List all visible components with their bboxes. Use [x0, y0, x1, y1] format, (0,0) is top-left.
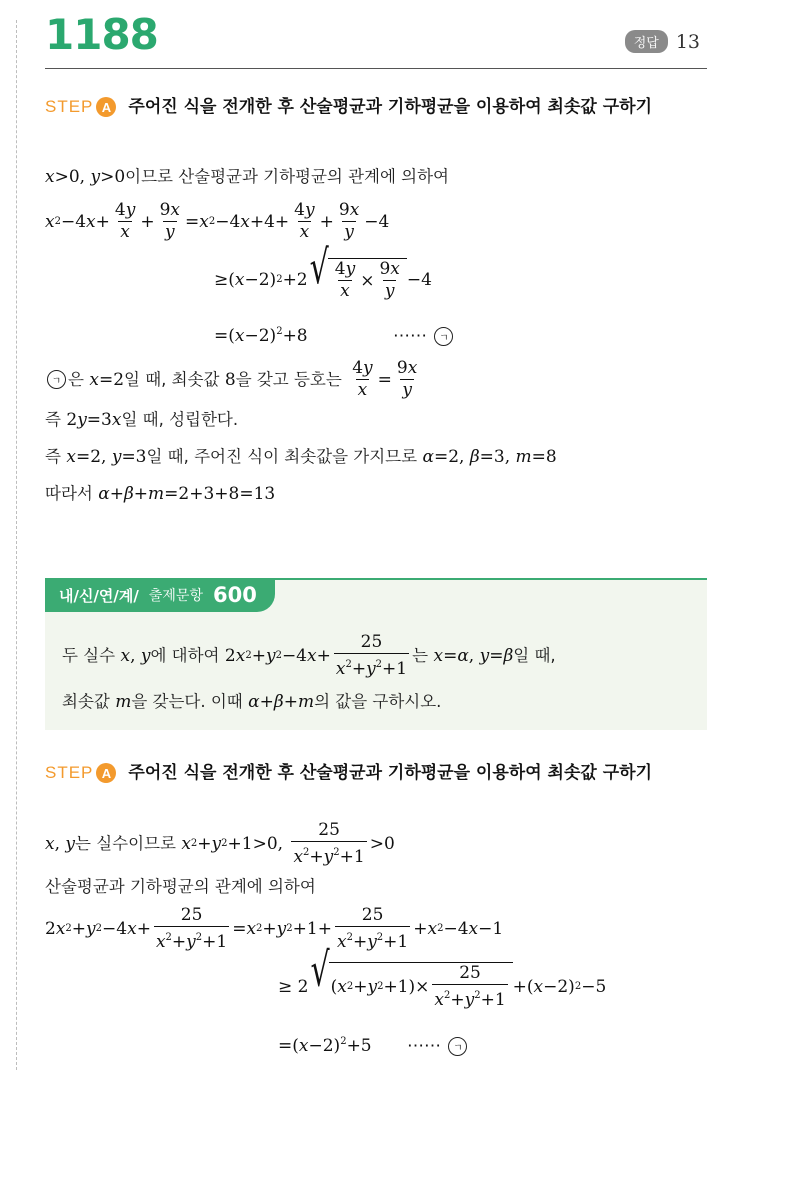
solution2-line3: 2 x 2 + y 2 −4 x + $\frac{25}{x^2+y^2+1}$ = x 2 + y 2 +1+ $\frac{25}{x^2+y^2+1}$ + x 2 −4 x −1 — [45, 905, 504, 952]
solution2-line1: x, y 는 실수이므로 x 2 + y 2 +1>0, $\frac{25}{x^2+y^2+1}$ >0 — [45, 820, 395, 867]
answer-area — [625, 30, 700, 53]
step-letter-badge: A — [96, 97, 116, 117]
step-a-heading — [45, 94, 668, 121]
answer-value: 13 — [675, 30, 700, 53]
step-a-heading-2 — [45, 760, 668, 787]
step-word: STEP — [45, 97, 94, 116]
marker-giyeok-icon: ㄱ — [47, 370, 66, 389]
step-title: 주어진 식을 전개한 후 산술평균과 기하평균을 이용하여 최솟값 구하기 — [128, 97, 652, 117]
solution1-line5: ㄱ 은 x=2 일 때, 최솟값 8 을 갖고 등호는 $\frac{4y}{x}$ = $\frac{9x}{y}$ — [45, 358, 422, 401]
solution1-line3: ≥( x −2) 2 +2 √ $\frac{4y}{x}$ × $\frac{9x}{y}$ −4 — [214, 241, 432, 301]
step-word: STEP — [45, 763, 94, 782]
marker-giyeok-icon: ㄱ — [448, 1037, 467, 1056]
step-label — [45, 97, 116, 117]
banner-question-line1: 두 실수 x, y 에 대하여 2 x 2 + y 2 −4 x + $\frac{25}{x^2+y^2+1}$ 는 x=α, y=β 일 때, — [62, 632, 556, 679]
solution1-line8: 따라서 α+β+m=2+3+8=13 — [45, 484, 276, 504]
step-title: 주어진 식을 전개한 후 산술평균과 기하평균을 이용하여 최솟값 구하기 — [128, 763, 652, 783]
banner-question-number: 600 — [212, 583, 257, 607]
banner-subtitle: 출제문항 — [148, 588, 203, 604]
solution1-line6: 즉 2y=3x일 때, 성립한다. — [45, 410, 239, 430]
page-margin-line — [16, 20, 17, 1070]
header-rule — [45, 68, 707, 69]
answer-badge: 정답 — [625, 30, 668, 53]
step-label — [45, 763, 116, 783]
solution2-line4: ≥ 2 √ ( x 2 + y 2 +1)× $\frac{25}{x^2+y^2+1}$ +( x −2) 2 −5 — [278, 943, 607, 1010]
related-question-tab — [45, 578, 275, 612]
banner-question-line2: 최솟값 m을 갖는다. 이때 α+β+m의 값을 구하시오. — [62, 692, 442, 712]
solution1-line7: 즉 x=2, y=3일 때, 주어진 식이 최솟값을 가지므로 α=2, β=3, m=8 — [45, 447, 557, 467]
problem-number: 1188 — [45, 10, 158, 59]
marker-giyeok-icon: ㄱ — [434, 327, 453, 346]
solution2-line2: 산술평균과 기하평균의 관계에 의하여 — [45, 877, 316, 896]
solution1-line1: x>0, y>0이므로 산술평균과 기하평균의 관계에 의하여 — [45, 167, 449, 187]
solution2-line5: $=(x-2)^2+5$ ⋯⋯ ㄱ — [278, 1030, 469, 1058]
solution1-line2: x 2 −4 x + $\frac{4y}{x}$ + $\frac{9x}{y}$ = x 2 −4 x +4+ $\frac{4y}{x}$ + $\frac{9x}{y}$ −4 — [45, 200, 390, 242]
solution1-line4: $=(x-2)^2+8$ ⋯⋯ ㄱ — [214, 320, 455, 348]
banner-category: 내/신/연/계/ — [59, 586, 139, 605]
step-letter-badge: A — [96, 763, 116, 783]
